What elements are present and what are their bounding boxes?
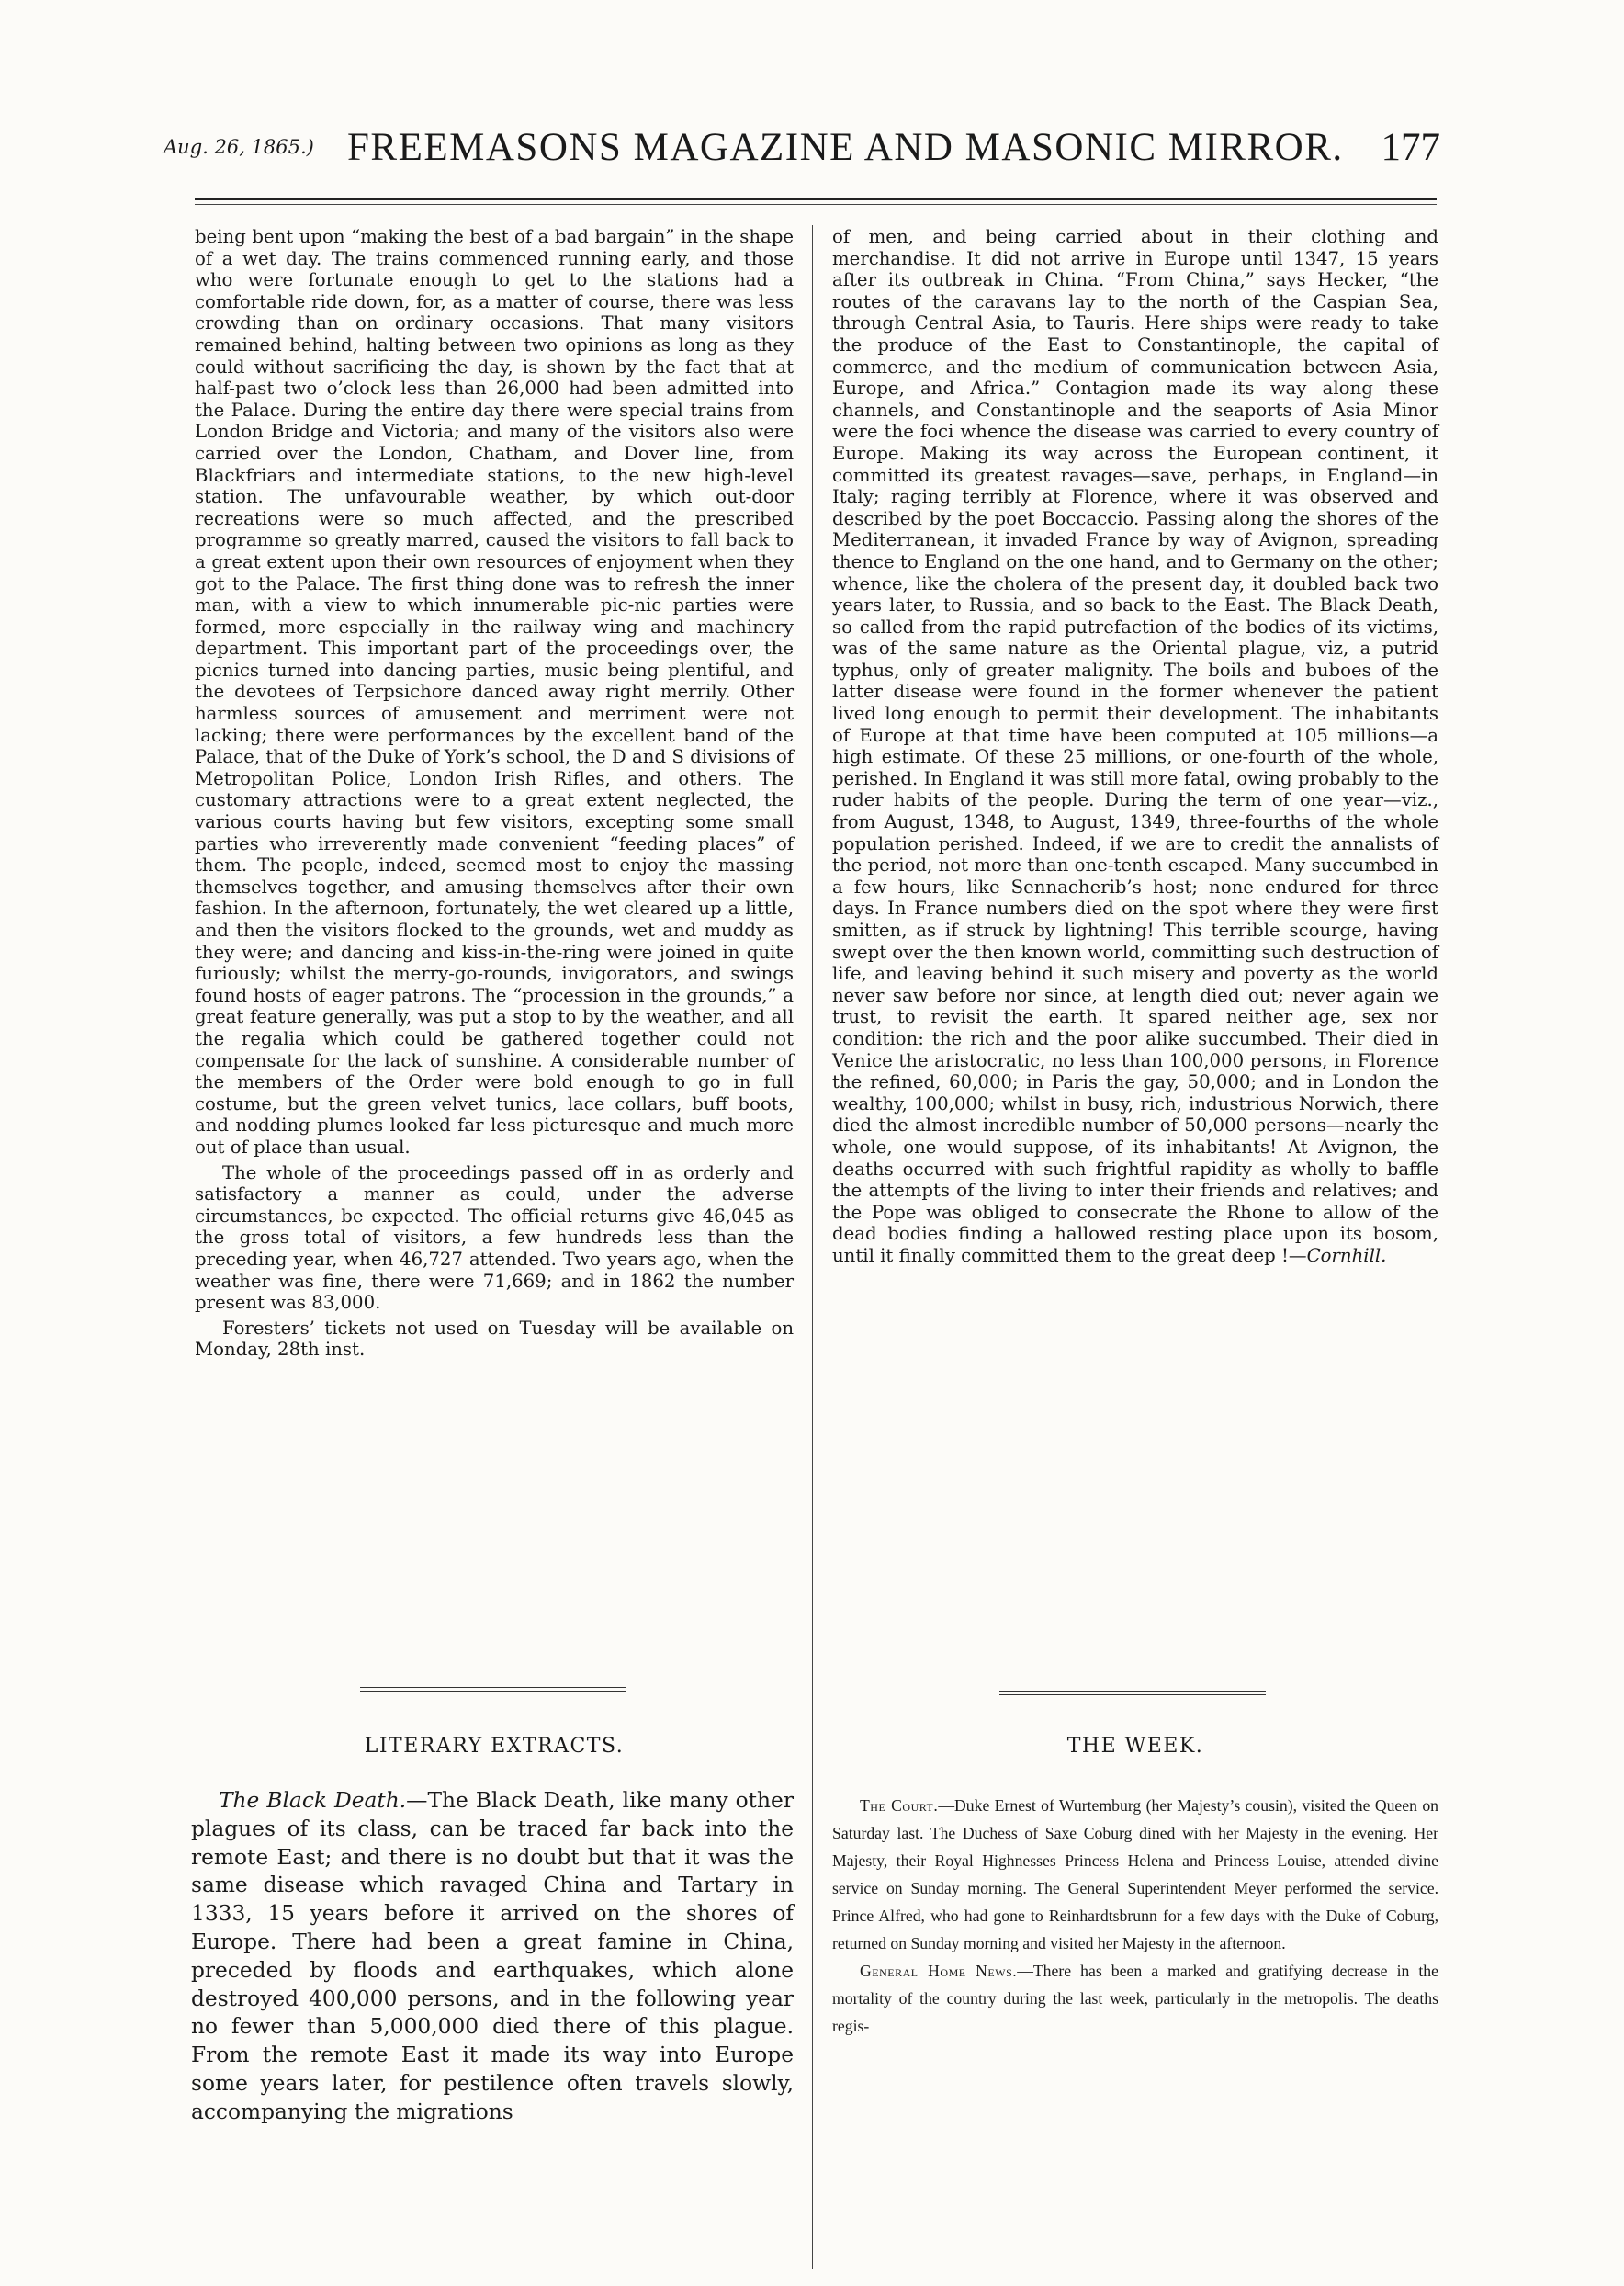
paragraph — [191, 1787, 794, 2127]
section-divider — [360, 1685, 626, 1694]
the-week-section — [832, 1792, 1438, 2040]
masthead-rule-thin — [195, 204, 1437, 205]
masthead-rule-thick — [195, 198, 1437, 200]
section-heading-literary: LITERARY EXTRACTS. — [364, 1735, 625, 1758]
left-column-article — [195, 226, 794, 1361]
paragraph — [832, 1792, 1438, 1957]
column-divider — [812, 225, 813, 2269]
paragraph: being bent upon “making the best of a bad bargain” in the shape of a wet day. The trains commenced running early, and those who were fortunate enough to get to the stations had a comfortable ride down, for, as a matter of course, there was less crowding than on ordinary occasions. That many visitors remained behind, halting between two opinions as long as they could without sacrificing the day, is shown by the fact that at half-past two o’clock less than 26,000 had been admitted into the Palace. During the entire day there were special trains from London Bridge and Victoria; and many of the visitors also were carried over the London, Chatham, and Dover line, from Blackfriars and intermediate stations, to the new high-level station. The unfavourable weather, by which out-door recreations were so much affected, and the prescribed programme so greatly marred, caused the visitors to fall back to a great extent upon their own resources of enjoyment when they got to the Palace. The first thing done was to refresh the inner man, with a view to which innumerable pic-nic parties were formed, more especially in the railway wing and machinery department. This important part of the proceedings over, the picnics turned into dancing parties, music being plentiful, and the devotees of Terpsichore danced away right merrily. Other harmless sources of amusement and merriment were not lacking; there were performances by the excellent band of the Palace, that of the Duke of York’s school, the D and S divisions of Metropolitan Police, London Irish Rifles, and others. The customary attractions were to a great extent neglected, the various courts having but few visitors, excepting some small parties who irreverently made convenient “feeding places” of them. The people, indeed, seemed most to enjoy the massing themselves together, and amusing themselves after their own fashion. In the afternoon, fortunately, the wet cleared up a little, and then the visitors flocked to the grounds, wet and muddy as they were; and dancing and kiss-in-the-ring were joined in quite furiously; whilst the merry-go-rounds, invigorators, and swings found hosts of eager patrons. The “procession in the grounds,” a great feature generally, was put a stop to by the weather, and all the regalia which could be gathered together could not compensate for the lack of sunshine. A considerable number of the members of the Order were bold enough to go in full costume, but the green velvet tunics, lace collars, buff boots, and nodding plumes looked far less picturesque and much more out of place than usual. — [195, 226, 794, 1158]
issue-date: Aug. 26, 1865.) — [164, 136, 314, 158]
article-lead: General Home News. — [860, 1962, 1018, 1980]
article-lead: The Black Death. — [219, 1788, 407, 1813]
paragraph: Foresters’ tickets not used on Tuesday will be available on Monday, 28th inst. — [195, 1317, 794, 1361]
masthead — [164, 121, 1440, 175]
right-column-article — [832, 226, 1438, 1267]
paragraph — [832, 1957, 1438, 2040]
paragraph-text: —The Black Death, like many other plagues of its class, can be traced far back into the remote East; and there is no doubt but that it was the same disease which ravaged China and Tartary in 1333, 15 years before it arrived on the shores of Europe. There had been a great famine in China, preceded by floods and earthquakes, which alone destroyed 400,000 persons, and in the following year no fewer than 5,000,000 died there of this plague. From the remote East it made its way into Europe some years later, for pestilence often travels slowly, accompanying the migrations — [191, 1788, 794, 2124]
paragraph-text: —Duke Ernest of Wurtemburg (her Majesty’s cousin), visited the Queen on Saturday last. The Duchess of Saxe Coburg dined with her Majesty in the evening. Her Majesty, their Royal Highnesses Princess Helena and Princess Louise, attended divine service on Sunday morning. The General Superintendent Meyer performed the service. Prince Alfred, who had gone to Reinhardtsbrunn for a few days with the Duke of Coburg, returned on Sunday morning and visited her Majesty in the afternoon. — [832, 1796, 1439, 1952]
source-credit: Cornhill. — [1306, 1244, 1387, 1266]
section-divider — [999, 1689, 1266, 1698]
section-heading-week: THE WEEK. — [1066, 1735, 1204, 1758]
paragraph-text: —There has been a marked and gratifying decrease in the mortality of the country during the last week, particularly in the metropolis. The deaths regis- — [832, 1962, 1438, 2035]
page-number: 177 — [1381, 126, 1440, 169]
paragraph: The whole of the proceedings passed off in as orderly and satisfactory a manner as could, under the adverse circumstances, be expected. The official returns give 46,045 as the gross total of visitors, a few hundreds less than the preceding year, when 46,727 attended. Two years ago, when the weather was fine, there were 71,669; and in 1862 the number present was 83,000. — [195, 1161, 794, 1314]
publication-title: FREEMASONS MAGAZINE AND MASONIC MIRROR. — [347, 126, 1344, 169]
article-lead: The Court. — [860, 1796, 939, 1815]
paragraph — [832, 226, 1438, 1267]
paragraph-text: of men, and being carried about in their clothing and merchandise. It did not arrive in Europe until 1347, 15 years after its outbreak in China. “From China,” says Hecker, “the routes of the caravans lay to the north of the Caspian Sea, through Central Asia, to Tauris. Here ships were ready to take the produce of the East to Constantinople, the capital of commerce, and the medium of communication between Asia, Europe, and Africa.” Contagion made its way along these channels, and Constantinople and the seaports of Asia Minor were the foci whence the disease was carried to every country of Europe. Making its way across the European continent, it committed its greatest ravages—save, perhaps, in England—in Italy; raging terribly at Florence, where it was observed and described by the poet Boccaccio. Passing along the shores of the Mediterranean, it invaded France by way of Avignon, spreading thence to England on the one hand, and to Germany on the other; whence, like the cholera of the present day, it doubled back two years later, to Russia, and so back to the East. The Black Death, so called from the rapid putrefaction of the bodies of its victims, was of the same nature as the Oriental plague, viz, a putrid typhus, only of greater malignity. The boils and buboes of the latter disease were found in the former whenever the patient lived long enough to permit their development. The inhabitants of Europe at that time have been computed at 105 millions—a high estimate. Of these 25 millions, or one-fourth of the whole, perished. In England it was still more fatal, owing probably to the ruder habits of the people. During the term of one year—viz., from August, 1348, to August, 1349, three-fourths of the whole population perished. Indeed, if we are to credit the annalists of the period, not more than one-tenth escaped. Many succumbed in a few hours, like Sennacherib’s host; none endured for three days. In France numbers died on the spot where they were first smitten, as if struck by lightning! This terrible scourge, having swept over the then known world, committing such destruction of life, and leaving behind it such misery and poverty as the world never saw before nor since, at length died out; never again we trust, to revisit the earth. It spared neither age, sex nor condition: the rich and the poor alike succumbed. Their died in Venice the aristocratic, no less than 100,000 persons, in Florence the refined, 60,000; in Paris the gay, 50,000; and in London the wealthy, 100,000; whilst in busy, rich, industrious Norwich, there died the almost incredible number of 50,000 persons—nearly the whole, one would suppose, of its inhabitants! At Avignon, the deaths occurred with such frightful rapidity as wholly to baffle the attempts of the living to inter their friends and relatives; and the Pope was obliged to consecrate the Rhone to allow of the dead bodies finding a hallowed resting place upon its bosom, until it finally committed them to the great deep !— — [832, 226, 1438, 1266]
literary-extracts-section — [191, 1787, 794, 2127]
